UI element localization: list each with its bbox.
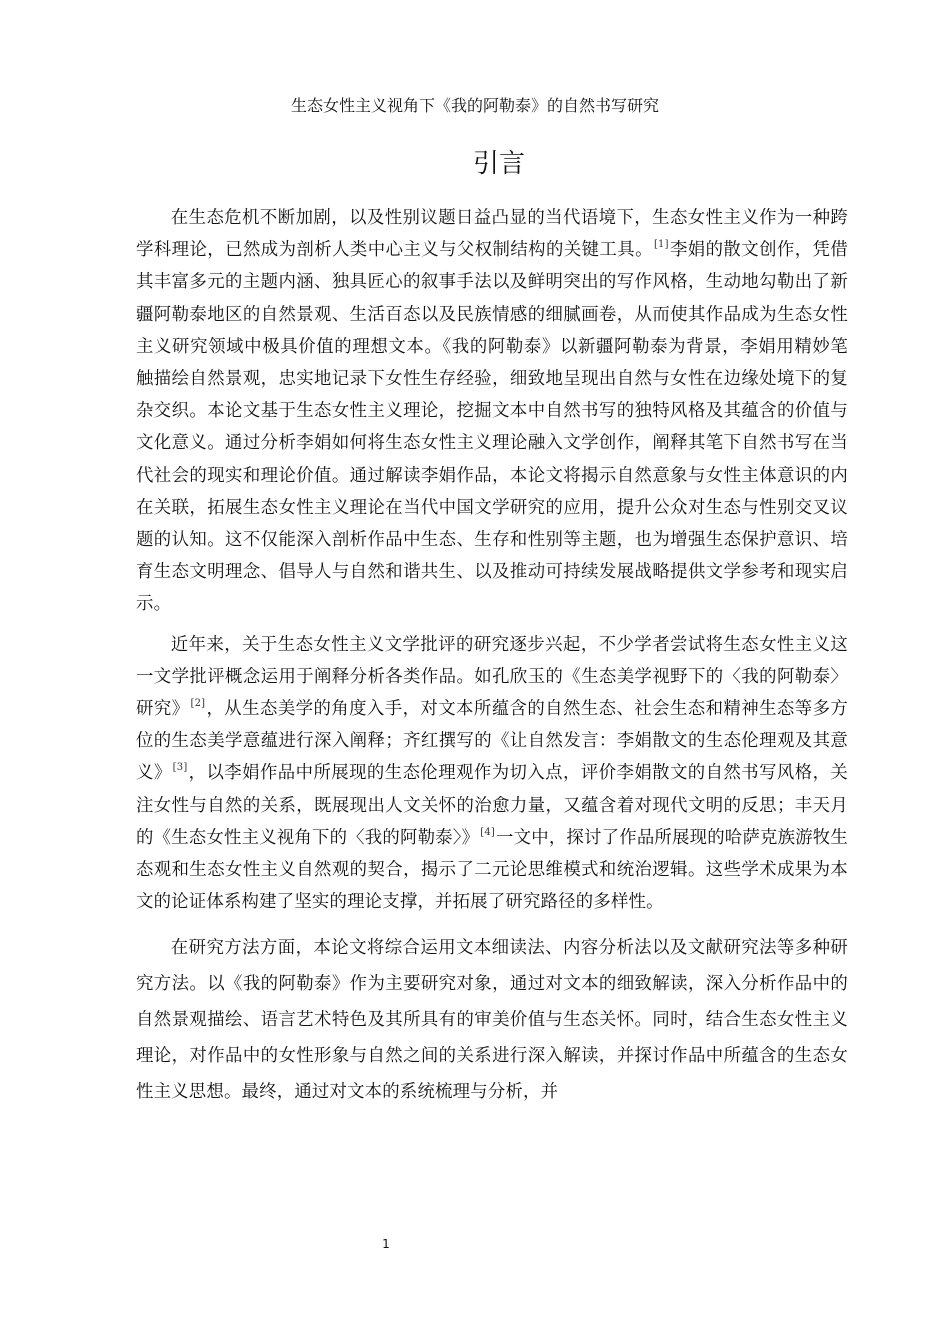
running-title: 生态女性主义视角下《我的阿勒泰》的自然书写研究: [290, 96, 659, 115]
page-number: 1: [382, 1237, 390, 1251]
citation-ref: [3]: [172, 762, 188, 774]
paragraph-text: 一文中，探讨了作品所展现的哈萨克族游牧生态观和生态女性主义自然观的契合，揭示了二元论思维模式和统治逻辑。这些学术成果为本文的论证体系构建了坚实的理论支撑，并拓展了研究路径的多样性。: [136, 827, 848, 913]
section-heading: 引言: [472, 149, 525, 179]
paragraph-2: [136, 629, 848, 919]
citation-ref: [4]: [480, 826, 496, 838]
paragraph-3: [136, 930, 848, 1110]
paragraph-text: ，以李娟作品中所展现的生态伦理观作为切入点，评价李娟散文的自然书写风格，关注女性与自然的关系，既展现出人文关怀的治愈力量，又蕴含着对现代文明的反思；丰天月的《生态女性主义视角下的〈我的阿勒泰〉》: [136, 763, 848, 848]
paragraph-text: 李娟的散文创作，凭借其丰富多元的主题内涵、独具匠心的叙事手法以及鲜明突出的写作风格，生动地勾勒出了新疆阿勒泰地区的自然景观、生活百态以及民族情感的细腻画卷，从而使其作品成为生态女性主义研究领域中极具价值的理想文本。《我的阿勒泰》以新疆阿勒泰为背景，李娟用精妙笔触描绘自然景观，忠实地记录下女性生存经验，细致地呈现出自然与女性在边缘处境下的复杂交织。本论文基于生态女性主义理论，挖掘文本中自然书写的独特风格及其蕴含的价值与文化意义。通过分析李娟如何将生态女性主义理论融入文学创作，阐释其笔下自然书写在当代社会的现实和理论价值。通过解读李娟作品，本论文将揭示自然意象与女性主体意识的内在关联，拓展生态女性主义理论在当代中国文学研究的应用，提升公众对生态与性别交叉议题的认知。这不仅能深入剖析作品中生态、生存和性别等主题，也为增强生态保护意识、培育生态文明理念、倡导人与自然和谐共生、以及推动可持续发展战略提供文学参考和现实启示。: [136, 240, 848, 615]
paragraph-text: ，从生态美学的角度入手，对文本所蕴含的自然生态、社会生态和精神生态等多方位的生态美学意蕴进行深入阐释；齐红撰写的《让自然发言：李娟散文的生态伦理观及其意义》: [136, 699, 848, 784]
paragraph-1: [136, 202, 848, 621]
paragraph-text: 近年来，关于生态女性主义文学批评的研究逐步兴起，不少学者尝试将生态女性主义这一文学批评概念运用于阐释分析各类作品。如孔欣玉的《生态美学视野下的〈我的阿勒泰〉研究》: [136, 634, 848, 720]
body-text: [136, 202, 848, 1110]
citation-ref: [2]: [190, 698, 206, 710]
paragraph-text: 在研究方法方面，本论文将综合运用文本细读法、内容分析法以及文献研究法等多种研究方法。以《我的阿勒泰》作为主要研究对象，通过对文本的细致解读，深入分析作品中的自然景观描绘、语言艺术特色及其所具有的审美价值与生态关怀。同时，结合生态女性主义理论，对作品中的女性形象与自然之间的关系进行深入解读，并探讨作品中所蕴含的生态女性主义思想。最终，通过对文本的系统梳理与分析，并: [136, 938, 848, 1103]
paragraph-text: 在生态危机不断加剧，以及性别议题日益凸显的当代语境下，生态女性主义作为一种跨学科理论，已然成为剖析人类中心主义与父权制结构的关键工具。: [136, 208, 848, 261]
citation-ref: [1]: [653, 239, 669, 251]
